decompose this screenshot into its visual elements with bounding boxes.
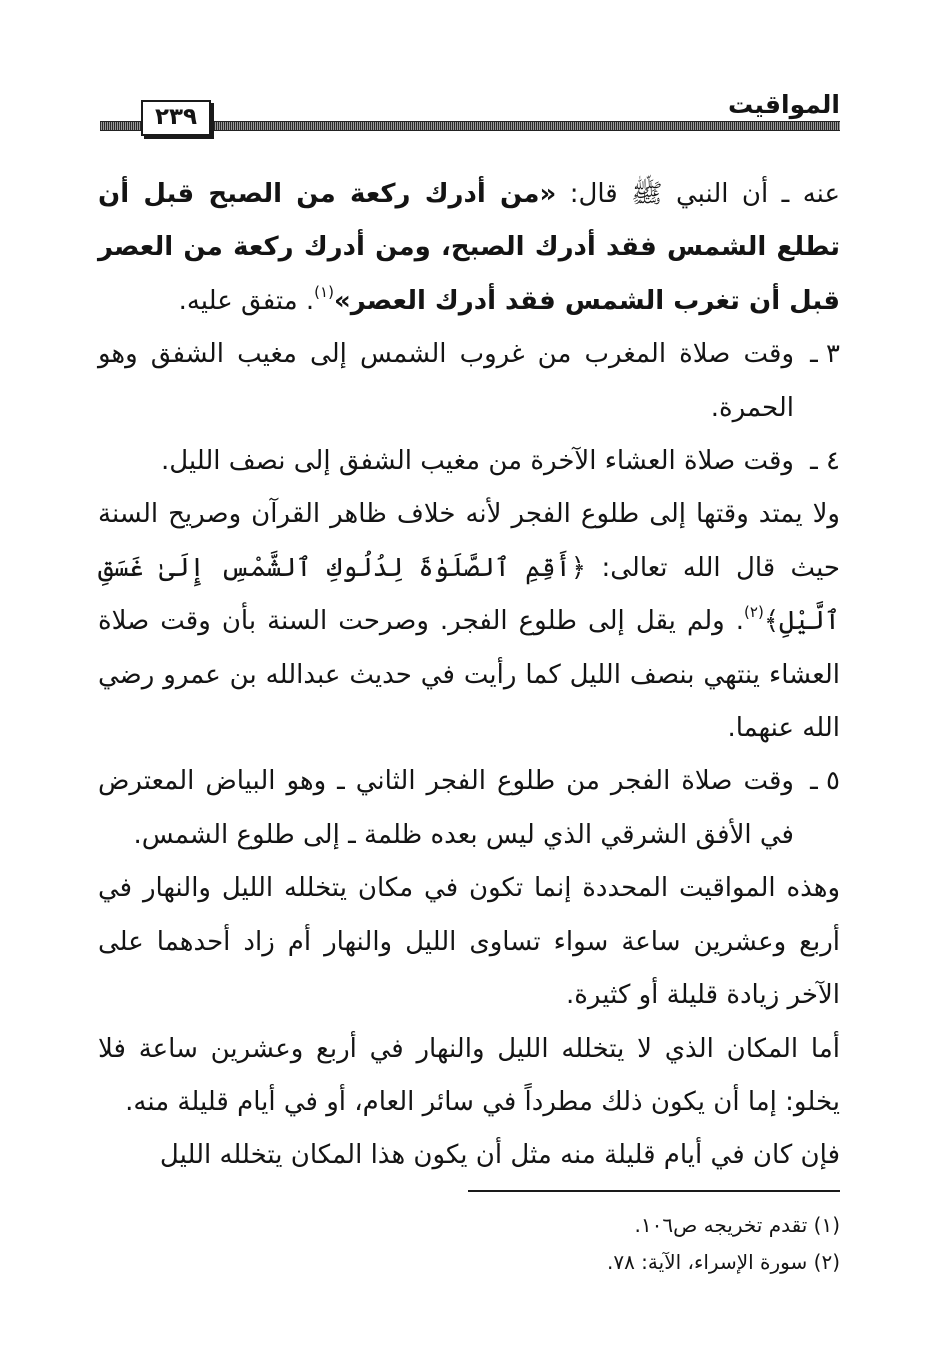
- footnote-ref-2: (٢): [744, 603, 764, 622]
- list-item-4: [98, 435, 840, 488]
- footnotes: [140, 1207, 840, 1281]
- isha-text-after: . ولم يقل إلى طلوع الفجر. وصرحت السنة بأن وقت صلاة العشاء ينتهي بنصف الليل كما رأيت في حديث عبدالله بن عمرو رضي الله عنهما.: [98, 606, 840, 744]
- footnote-rule: [468, 1190, 840, 1192]
- footnote-2: (٢) سورة الإسراء، الآية: ٧٨.: [606, 1250, 840, 1274]
- times-paragraph: وهذه المواقيت المحددة إنما تكون في مكان يتخلله الليل والنهار في أربع وعشرين ساعة سواء تساوى الليل والنهار أم زاد أحدهما على الآخر زيادة قليلة أو كثيرة.: [98, 873, 840, 1011]
- hadith-intro: عنه ـ أن النبي ﷺ قال:: [556, 179, 840, 209]
- list-text-3: وقت صلاة المغرب من غروب الشمس إلى مغيب الشفق وهو الحمرة.: [98, 339, 794, 423]
- quran-verse: ﴿أَقِمِ ٱلصَّلَوٰةَ لِدُلُوكِ ٱلشَّمْسِ إِلَىٰ غَسَقِ ٱلَّيْلِ﴾: [98, 552, 840, 637]
- list-number-5: ٥ ـ: [810, 766, 840, 797]
- list-text-4: وقت صلاة العشاء الآخرة من مغيب الشفق إلى نصف الليل.: [160, 446, 794, 477]
- header-rule: [100, 121, 840, 131]
- last-paragraph: فإن كان في أيام قليلة منه مثل أن يكون هذا المكان يتخلله الليل: [159, 1140, 840, 1171]
- hadith-outro: . متفق عليه.: [178, 285, 315, 316]
- list-item-5: [98, 755, 840, 862]
- footnote-1: (١) تقدم تخريجه ص١٠٦.: [634, 1213, 840, 1237]
- list-number-4: ٤ ـ: [810, 446, 840, 477]
- isha-paragraph: [98, 488, 840, 755]
- main-text: [98, 168, 840, 1183]
- list-item-3: [98, 328, 840, 435]
- running-title: المواقيت: [728, 90, 840, 119]
- list-text-5: وقت صلاة الفجر من طلوع الفجر الثاني ـ وهو البياض المعترض في الأفق الشرقي الذي ليس بعده ظلمة ـ إلى طلوع الشمس.: [98, 766, 794, 850]
- list-number-3: ٣ ـ: [810, 339, 840, 370]
- hadith-quote: «من أدرك ركعة من الصبح قبل أن تطلع الشمس فقد أدرك الصبح، ومن أدرك ركعة من العصر قبل أن تغرب الشمس فقد أدرك العصر»: [98, 179, 840, 316]
- isha-text-before: ولا يمتد وقتها إلى طلوع الفجر لأنه خلاف ظاهر القرآن وصريح السنة حيث قال الله تعالى:: [98, 499, 840, 583]
- place-paragraph: أما المكان الذي لا يتخلله الليل والنهار في أربع وعشرين ساعة فلا يخلو: إما أن يكون ذلك مطرداً في سائر العام، أو في أيام قليلة منه.: [98, 1033, 840, 1117]
- page-number: ٢٣٩: [141, 100, 211, 136]
- hadith-paragraph: [98, 168, 840, 328]
- footnote-ref-1: (١): [314, 282, 334, 301]
